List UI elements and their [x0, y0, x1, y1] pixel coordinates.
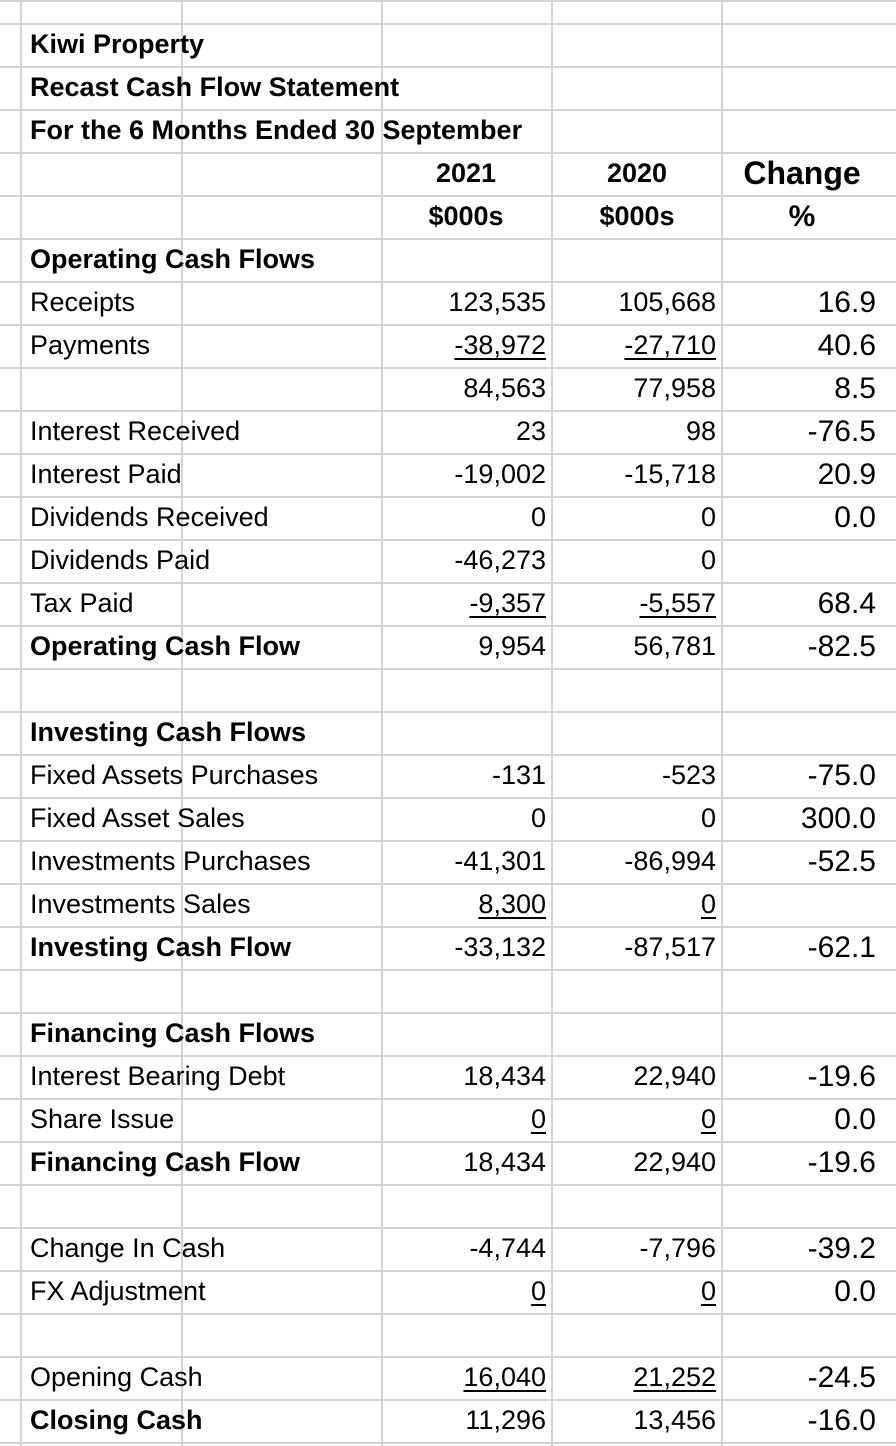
value-2020-blank — [554, 1313, 716, 1356]
change-pct-share-issue: 0.0 — [834, 1103, 876, 1136]
change-pct-investments-sales — [724, 883, 876, 926]
row-label-investing-cash-flow: Investing Cash Flow — [30, 932, 292, 962]
value-2020-interest-paid: -15,718 — [624, 459, 716, 489]
value-2021-closing-cash: 11,296 — [465, 1405, 546, 1435]
change-pct-change-in-cash: -39.2 — [807, 1232, 876, 1265]
value-2021-interest-paid: -19,002 — [454, 459, 546, 489]
value-2020-blank — [554, 1184, 716, 1227]
value-2021-dividends-paid: -46,273 — [454, 545, 546, 575]
row-label-fixed-asset-sales: Fixed Asset Sales — [30, 803, 245, 833]
value-2020-investments-sales: 0 — [700, 889, 716, 919]
value-2020-opening-cash: 21,252 — [633, 1362, 716, 1392]
change-pct-investing-cash-flow: -62.1 — [807, 931, 876, 964]
col-2020-unit: $000s — [599, 201, 675, 231]
value-2021-tax-paid: -9,357 — [469, 588, 546, 618]
change-pct-opening-cash: -24.5 — [807, 1361, 876, 1394]
value-2021-fixed-assets-purchases: -131 — [491, 760, 546, 790]
value-2021-interest-received: 23 — [515, 416, 546, 446]
period-title: For the 6 Months Ended 30 September — [30, 115, 523, 145]
col-change-header: Change — [743, 155, 861, 191]
value-2020-investing-cash-flows — [554, 711, 716, 754]
value-2021-change-in-cash: -4,744 — [469, 1233, 546, 1263]
value-2020-closing-cash: 13,456 — [633, 1405, 716, 1435]
value-2020-blank — [554, 969, 716, 1012]
row-label-receipts: Receipts — [30, 287, 136, 317]
row-label-financing-cash-flows: Financing Cash Flows — [30, 1018, 316, 1048]
grid-column-line — [551, 0, 553, 1446]
col-2020-header: 2020 — [606, 158, 668, 188]
change-pct-closing-cash: -16.0 — [807, 1404, 876, 1437]
col-2021-unit: $000s — [428, 201, 504, 231]
change-pct-operating-cash-flows — [724, 238, 876, 281]
row-label-financing-cash-flow: Financing Cash Flow — [30, 1147, 301, 1177]
value-2020-tax-paid: -5,557 — [639, 588, 716, 618]
change-pct-receipts: 16.9 — [817, 286, 876, 319]
row-label-fixed-assets-purchases: Fixed Assets Purchases — [30, 760, 319, 790]
value-2021-blank — [384, 1313, 546, 1356]
value-2021-blank — [384, 1184, 546, 1227]
change-pct-blank — [724, 1313, 876, 1356]
value-2020-blank — [554, 668, 716, 711]
change-pct-fx-adjustment: 0.0 — [834, 1275, 876, 1308]
value-2021-investments-sales: 8,300 — [478, 889, 546, 919]
value-2021-interest-bearing-debt: 18,434 — [463, 1061, 546, 1091]
value-2021-payments: -38,972 — [454, 330, 546, 360]
value-2021-investments-purchases: -41,301 — [454, 846, 546, 876]
value-2021-investing-cash-flow: -33,132 — [454, 932, 546, 962]
value-2021-operating-cash-flow: 9,954 — [478, 631, 546, 661]
row-label-dividends-received: Dividends Received — [30, 502, 269, 532]
value-2020-share-issue: 0 — [700, 1104, 716, 1134]
value-2021-share-issue: 0 — [530, 1104, 546, 1134]
change-pct-financing-cash-flows — [724, 1012, 876, 1055]
value-2020-interest-received: 98 — [685, 416, 716, 446]
value-2021-fx-adjustment: 0 — [530, 1276, 546, 1306]
row-label-interest-received: Interest Received — [30, 416, 241, 446]
value-2020-operating-cash-flows — [554, 238, 716, 281]
value-2021-blank — [384, 668, 546, 711]
row-label-opening-cash: Opening Cash — [30, 1362, 203, 1392]
value-2021-dividends-received: 0 — [530, 502, 546, 532]
row-label-tax-paid: Tax Paid — [30, 588, 134, 618]
value-2021-financing-cash-flows — [384, 1012, 546, 1055]
value-2020-dividends-paid: 0 — [700, 545, 716, 575]
change-pct-operating-cash-flow: -82.5 — [807, 630, 876, 663]
col-2021-header: 2021 — [435, 158, 497, 188]
change-pct-investing-cash-flows — [724, 711, 876, 754]
change-pct-blank — [724, 668, 876, 711]
row-label-investments-sales: Investments Sales — [30, 889, 251, 919]
row-label-interest-paid: Interest Paid — [30, 459, 182, 489]
change-pct-blank: 8.5 — [834, 372, 876, 405]
value-2021-financing-cash-flow: 18,434 — [463, 1147, 546, 1177]
col-change-unit: % — [788, 200, 816, 233]
value-2020-financing-cash-flows — [554, 1012, 716, 1055]
change-pct-fixed-assets-purchases: -75.0 — [807, 759, 876, 792]
statement-title: Recast Cash Flow Statement — [30, 72, 400, 102]
value-2020-operating-cash-flow: 56,781 — [633, 631, 716, 661]
value-2021-opening-cash: 16,040 — [463, 1362, 546, 1392]
value-2020-payments: -27,710 — [624, 330, 716, 360]
value-2020-interest-bearing-debt: 22,940 — [633, 1061, 716, 1091]
value-2020-investments-purchases: -86,994 — [624, 846, 716, 876]
row-label-fx-adjustment: FX Adjustment — [30, 1276, 206, 1306]
row-label-operating-cash-flows: Operating Cash Flows — [30, 244, 316, 274]
change-pct-interest-paid: 20.9 — [817, 458, 876, 491]
change-pct-dividends-received: 0.0 — [834, 501, 876, 534]
change-pct-tax-paid: 68.4 — [817, 587, 876, 620]
change-pct-dividends-paid — [724, 539, 876, 582]
value-2020-receipts: 105,668 — [618, 287, 716, 317]
row-label-closing-cash: Closing Cash — [30, 1405, 203, 1435]
grid-column-line — [20, 0, 22, 1446]
value-2021-blank — [384, 969, 546, 1012]
value-2020-investing-cash-flow: -87,517 — [624, 932, 716, 962]
value-2020-fixed-asset-sales: 0 — [700, 803, 716, 833]
row-label-investing-cash-flows: Investing Cash Flows — [30, 717, 307, 747]
grid-column-line — [721, 0, 723, 1446]
value-2021-blank: 84,563 — [463, 373, 546, 403]
company-name: Kiwi Property — [30, 29, 205, 59]
change-pct-blank — [724, 969, 876, 1012]
change-pct-investments-purchases: -52.5 — [807, 845, 876, 878]
value-2020-dividends-received: 0 — [700, 502, 716, 532]
value-2021-operating-cash-flows — [384, 238, 546, 281]
change-pct-fixed-asset-sales: 300.0 — [800, 802, 876, 835]
value-2021-investing-cash-flows — [384, 711, 546, 754]
change-pct-interest-received: -76.5 — [807, 415, 876, 448]
change-pct-interest-bearing-debt: -19.6 — [807, 1060, 876, 1093]
value-2021-receipts: 123,535 — [448, 287, 546, 317]
value-2020-financing-cash-flow: 22,940 — [633, 1147, 716, 1177]
row-label-operating-cash-flow: Operating Cash Flow — [30, 631, 301, 661]
value-2021-fixed-asset-sales: 0 — [530, 803, 546, 833]
row-label-payments: Payments — [30, 330, 151, 360]
value-2020-fx-adjustment: 0 — [700, 1276, 716, 1306]
change-pct-payments: 40.6 — [817, 329, 876, 362]
row-label-change-in-cash: Change In Cash — [30, 1233, 226, 1263]
grid-row-line — [0, 1442, 896, 1444]
row-label-interest-bearing-debt: Interest Bearing Debt — [30, 1061, 286, 1091]
row-label-share-issue: Share Issue — [30, 1104, 175, 1134]
grid-row-line — [0, 0, 896, 2]
change-pct-blank — [724, 1184, 876, 1227]
row-label-dividends-paid: Dividends Paid — [30, 545, 211, 575]
grid-column-line — [381, 0, 383, 1446]
value-2020-blank: 77,958 — [633, 373, 716, 403]
row-label-investments-purchases: Investments Purchases — [30, 846, 311, 876]
value-2020-fixed-assets-purchases: -523 — [661, 760, 716, 790]
value-2020-change-in-cash: -7,796 — [639, 1233, 716, 1263]
change-pct-financing-cash-flow: -19.6 — [807, 1146, 876, 1179]
